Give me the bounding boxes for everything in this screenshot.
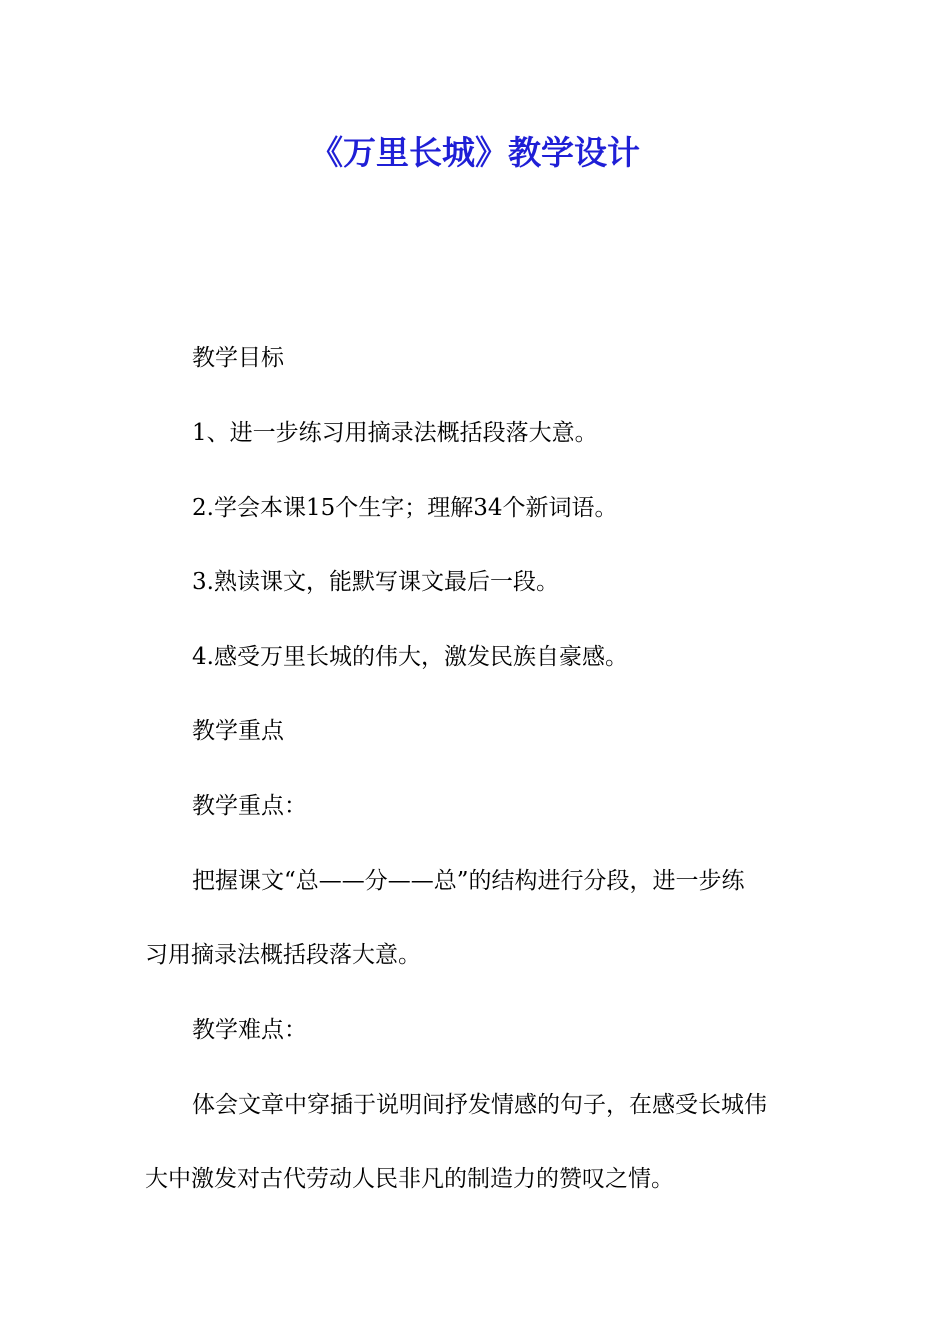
key-point-text-line-2: 习用摘录法概括段落大意。 (145, 942, 421, 968)
key-point-label: 教学重点： (192, 793, 307, 819)
difficulty-label: 教学难点： (192, 1017, 307, 1043)
heading-objectives: 教学目标 (192, 345, 284, 371)
heading-key-points: 教学重点 (192, 718, 284, 744)
objective-1: 1、进一步练习用摘录法概括段落大意。 (192, 420, 598, 446)
objective-4: 4.感受万里长城的伟大，激发民族自豪感。 (192, 644, 628, 670)
objective-2: 2.学会本课15个生字；理解34个新词语。 (192, 495, 618, 521)
key-point-text-line-1: 把握课文“总——分——总”的结构进行分段，进一步练 (192, 868, 745, 894)
objective-3: 3.熟读课文，能默写课文最后一段。 (192, 569, 559, 595)
difficulty-text-line-1: 体会文章中穿插于说明间抒发情感的句子，在感受长城伟 (192, 1092, 767, 1118)
document-title: 《万里长城》教学设计 (310, 133, 640, 172)
difficulty-text-line-2: 大中激发对古代劳动人民非凡的制造力的赞叹之情。 (145, 1166, 674, 1192)
